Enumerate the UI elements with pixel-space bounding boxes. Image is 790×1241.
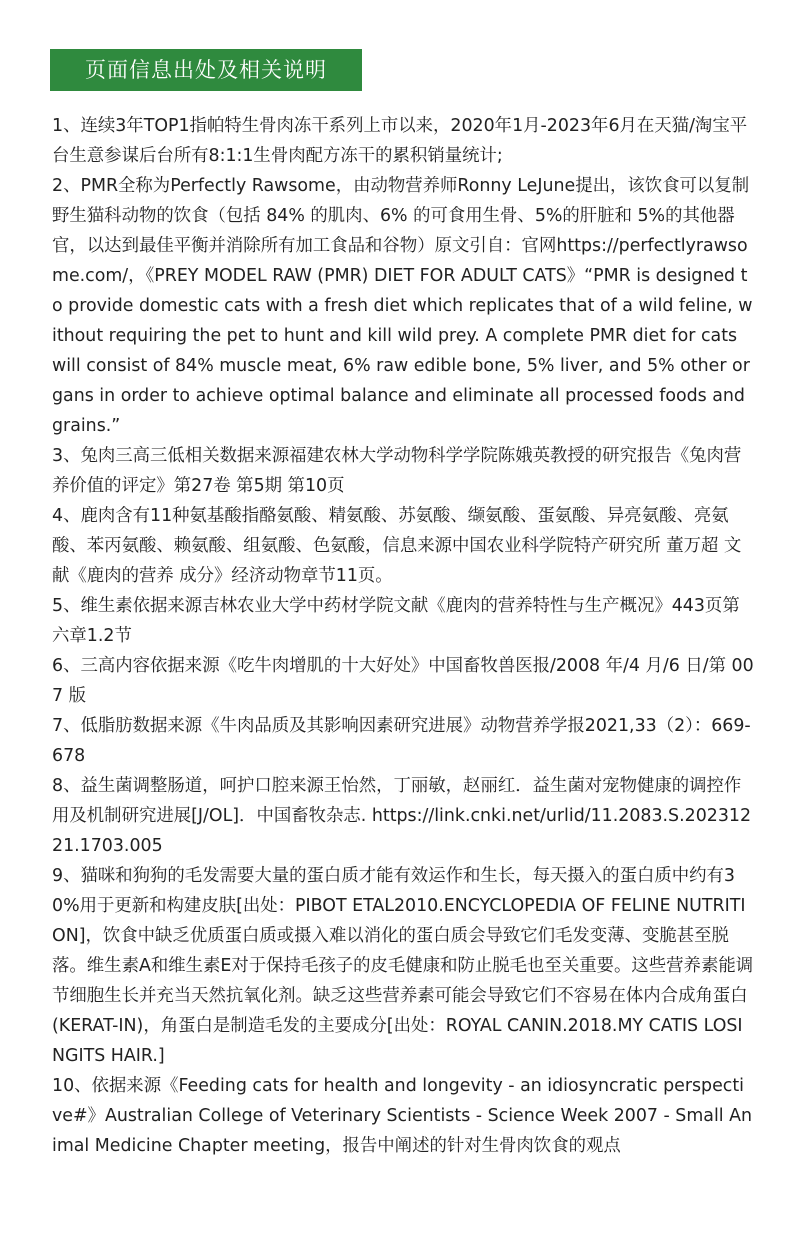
note-item-4: 4、鹿肉含有11种氨基酸指酪氨酸、精氨酸、苏氨酸、缬氨酸、蛋氨酸、异亮氨酸、亮氨酸、苯丙氨酸、赖氨酸、组氨酸、色氨酸，信息来源中国农业科学院特产研究所 董万超 文献《鹿肉的营养 成分》经济动物章节11页。 [52, 506, 742, 586]
note-item-7: 7、低脂肪数据来源《牛肉品质及其影响因素研究进展》动物营养学报2021,33（2）：669-678 [52, 716, 751, 766]
note-item-1: 1、连续3年TOP1指帕特生骨肉冻干系列上市以来，2020年1月-2023年6月在天猫/淘宝平台生意参谋后台所有8:1:1生骨肉配方冻干的累积销量统计; [52, 116, 748, 166]
notes-list [52, 111, 754, 1161]
note-item-10: 10、依据来源《Feeding cats for health and longevity - an idiosyncratic perspective#》Australian College of Veterinary Scientists - Science Week 2007 - Small Animal Medicine Chapter meeting，报告中阐述的针对生骨肉饮食的观点 [52, 1076, 753, 1156]
note-item-2: 2、PMR全称为Perfectly Rawsome，由动物营养师Ronny LeJune提出，该饮食可以复制野生猫科动物的饮食（包括 84% 的肌肉、6% 的可食用生骨、5%的肝脏和 5%的其他器官，以达到最佳平衡并消除所有加工食品和谷物）原文引自：官网https://perfectlyrawsome.com/，《PREY MODEL RAW (PMR) DIET FOR ADULT CATS》“PMR is designed to provide domestic cats with a fresh diet which replicates that of a wild feline, without requiring the pet to hunt and kill wild prey. A complete PMR diet for cats will consist of 84% muscle meat, 6% raw edible bone, 5% liver, and 5% other organs in order to achieve optimal balance and eliminate all processed foods and grains.” [52, 176, 753, 436]
note-item-3: 3、兔肉三高三低相关数据来源福建农林大学动物科学学院陈娥英教授的研究报告《兔肉营养价值的评定》第27卷 第5期 第10页 [52, 446, 742, 496]
note-item-5: 5、维生素依据来源吉林农业大学中药材学院文献《鹿肉的营养特性与生产概况》443页第六章1.2节 [52, 596, 740, 646]
note-item-9: 9、猫咪和狗狗的毛发需要大量的蛋白质才能有效运作和生长，每天摄入的蛋白质中约有30%用于更新和构建皮肤[出处：PIBOT ETAL2010.ENCYCLOPEDIA OF FELINE NUTRITION]，饮食中缺乏优质蛋白质或摄入难以消化的蛋白质会导致它们毛发变薄、变脆甚至脱落。维生素A和维生素E对于保持毛孩子的皮毛健康和防止脱毛也至关重要。这些营养素能调节细胞生长并充当天然抗氧化剂。缺乏这些营养素可能会导致它们不容易在体内合成角蛋白 (KERAT-IN)，角蛋白是制造毛发的主要成分[出处：ROYAL CANIN.2018.MY CATIS LOSINGITS HAIR.] [52, 866, 754, 1066]
note-item-8: 8、益生菌调整肠道，呵护口腔来源王怡然，丁丽敏，赵丽红．益生菌对宠物健康的调控作用及机制研究进展[J/OL]．中国畜牧杂志. https://link.cnki.net/urlid/11.2083.S.20231221.1703.005 [52, 776, 752, 856]
section-title-badge: 页面信息出处及相关说明 [50, 49, 362, 91]
note-item-6: 6、三高内容依据来源《吃牛肉增肌的十大好处》中国畜牧兽医报/2008 年/4 月/6 日/第 007 版 [52, 656, 754, 706]
